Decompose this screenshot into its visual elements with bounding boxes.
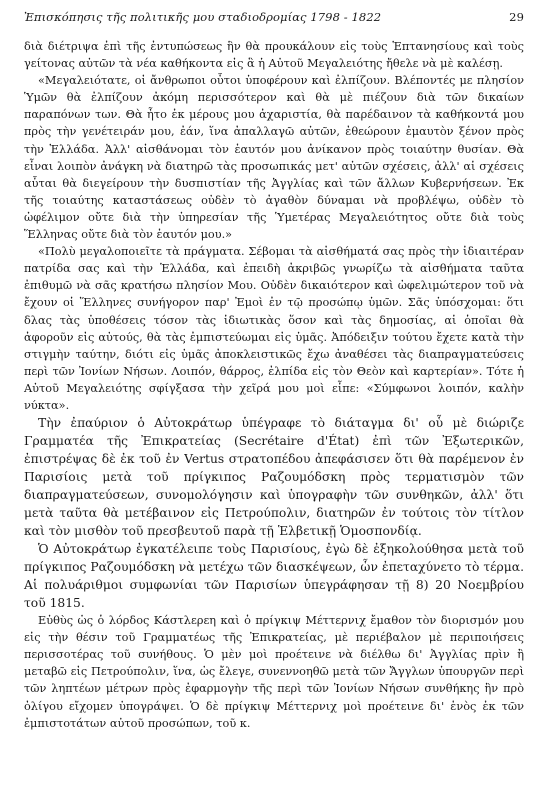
page-number: 29 xyxy=(509,10,524,24)
paragraph-4: Τὴν ἐπαύριον ὁ Αὐτοκράτωρ ὑπέγραφε τὸ διάταγμα δι' οὗ μὲ διώριζε Γραμματέα τῆς Ἐπικρατείας (Secrétaire d'État) ἐπὶ τῶν Ἐξωτερικῶν, ἐπιστρέψας δὲ ἐκ τοῦ ἐν Vertus στρατοπέδου ἀπεφάσισεν ὅτι θὰ παρέμενον ἐν Παρισίοις μετὰ τοῦ πρίγκιπος Ραζουμόδσκη πρὸς τερματισμὸν τῶν διαπραγματεύσεων, συνομολόγησιν καὶ ὑπογραφὴν τῶν συνθηκῶν, ἀλλ' ὅτι μετὰ ταῦτα θὰ μετέβαινον εἰς Πετρούπολιν, διατηρῶν ἐν τούτοις τὸν τίτλον καὶ τὸν μισθὸν τοῦ πρεσβευτοῦ παρὰ τῇ Ἑλβετικῇ Ὁμοσπονδίᾳ. xyxy=(24,416,524,539)
paragraph-6: Εὐθὺς ὡς ὁ λόρδος Κάστλερεη καὶ ὁ πρίγκιψ Μέττερνιχ ἔμαθον τὸν διορισμόν μου εἰς τὴν θέσιν τοῦ Γραμματέως τῆς Ἐπικρατείας, μὲ περιέβαλον μὲ περιποιήσεις περισσοτέρας τοῦ συνήθους. Ὁ μὲν μοὶ προέτεινε νὰ διέλθω δι' Ἀγγλίας πρὶν ἢ μεταβῶ εἰς Πετρούπολιν, ἵνα, ὡς ἔλεγε, συνεννοηθῶ μετὰ τῶν Ἄγγλων ὑπουργῶν περὶ τῶν ληπτέων μέτρων πρὸς ἐφαρμογὴν τῆς περὶ τῶν Ἰονίων Νήσων συνθήκης ἣν πρὸ ὀλίγου εἴχομεν ὑπογράψει. Ὁ δὲ πρίγκιψ Μέττερνιχ μοὶ προέτεινε δι' ἑνὸς ἐκ τῶν ἐμπιστοτάτων αὐτοῦ προσώπων, τοῦ κ. xyxy=(24,614,524,730)
paragraph-2: «Μεγαλειότατε, οἱ ἄνθρωποι οὗτοι ὑποφέρουν καὶ ἐλπίζουν. Βλέποντές με πλησίον Ὑμῶν θὰ ἐλπίζουν ἀκόμη περισσότερον καὶ θὰ μὲ πιέζουν διὰ τῶν δικαίων παραπόνων των. Θὰ ἦτο ἐκ μέρους μου ἀχαριστία, θὰ παρέδαινον τὰ καθήκοντά μου πρὸς τὴν γενέτειράν μου, ἐάν, ἵνα ἀπαλλαγῶ αὐτῶν, ἐθεώρουν ἐμαυτὸν ξένον πρὸς τὴν Ἑλλάδα. Ἀλλ' αἰσθάνομαι τὸν ἑαυτόν μου ἀνίκανον πρὸς τοιαύτην θυσίαν. Θὰ εἶναι λοιπὸν ἀνάγκη νὰ διατηρῶ τὰς προσωπικάς μετ' αὐτῶν σχέσεις, ἀλλ' αἱ σχέσεις αὗται θὰ διεγείρουν τὴν δυσπιστίαν τῆς Ἀγγλίας καὶ τῶν ἄλλων Κυβερνήσεων. Ἐκ τῆς τοιαύτης καταστάσεως οὐδὲν τὸ ἀγαθὸν δύναμαι νὰ προβλέψω, οὐδὲν τὸ ὠφέλιμον οὔτε διὰ τὴν ὑπηρεσίαν τῆς Ὑμετέρας Μεγαλειότητος οὔτε διὰ τοὺς Ἕλληνας οὔτε διὰ τὸν ἑαυτόν μου.» xyxy=(24,74,524,242)
running-title: Ἐπισκόπησις τῆς πολιτικῆς μου σταδιοδρομίας 1798 - 1822 xyxy=(24,10,382,24)
document-body xyxy=(24,38,524,732)
paragraph-5: Ὁ Αὐτοκράτωρ ἐγκατέλειπε τοὺς Παρισίους, ἐγὼ δὲ ἐξηκολούθησα μετὰ τοῦ πρίγκιπος Ραζουμόδσκη νὰ μετέχω τῶν διασκέψεων, ὧν ἐπεταχύνετο τὸ τέρμα. Αἱ πολυάριθμοι συμφωνίαι τῶν Παρισίων ὑπεγράφησαν τῇ 8) 20 Νοεμβρίου τοῦ 1815. xyxy=(24,542,524,611)
paragraph-1: διὰ διέτριψα ἐπὶ τῆς ἐντυπώσεως ἣν θὰ προυκάλουν εἰς τοὺς Ἑπτανησίους καὶ τοὺς γείτονας αὐτῶν τὰ νέα καθήκοντα εἰς ἃ ἡ Αὐτοῦ Μεγαλειότης ἤθελε νὰ μὲ καλέσῃ. xyxy=(24,40,524,71)
running-header xyxy=(24,6,524,28)
paragraph-3: «Πολὺ μεγαλοποιεῖτε τὰ πράγματα. Σέβομαι τὰ αἰσθήματά σας πρὸς τὴν ἰδιαιτέραν πατρίδα σας καὶ τὴν Ἑλλάδα, καὶ ἐπειδὴ ἀκριβῶς γνωρίζω τὰ αἰσθήματα ταῦτα ἐπιθυμῶ νὰ σᾶς κρατήσω πλησίον Μου. Οὐδὲν δικαιότερον καὶ ὠφελιμώτερον τοῦ νὰ ἔχουν οἱ Ἕλληνες συνήγορον παρ' Ἐμοὶ ἐν τῷ προσώπῳ ὑμῶν. Σᾶς ὑπόσχομαι: ὅτι δλας τὰς ὑποθέσεις τόσον τὰς ἰδιωτικὰς ὅσον καὶ τὰς δημοσίας, αἱ ὁποῖαι θὰ ἀφοροῦν εἰς αὐτούς, θὰ τὰς ἐμπιστεύωμαι εἰς ὑμᾶς. Ἀπόδειξιν τούτου ἔχετε κατὰ τὴν στιγμὴν ταύτην, διότι εἰς ὑμᾶς ἀποκλειστικῶς ἔχω ἀναθέσει τὰς διαπραγματεύσεις περὶ τῶν Ἰονίων Νήσων. Λοιπόν, θάρρος, ἐλπίδα εἰς τὸν Θεὸν καὶ καρτερίαν». Τότε ἡ Αὐτοῦ Μεγαλειότης σφίγξασα τὴν χεῖρά μου μοὶ εἶπε: «Σύμφωνοι λοιπόν, καλὴν νύκτα». xyxy=(24,245,524,412)
